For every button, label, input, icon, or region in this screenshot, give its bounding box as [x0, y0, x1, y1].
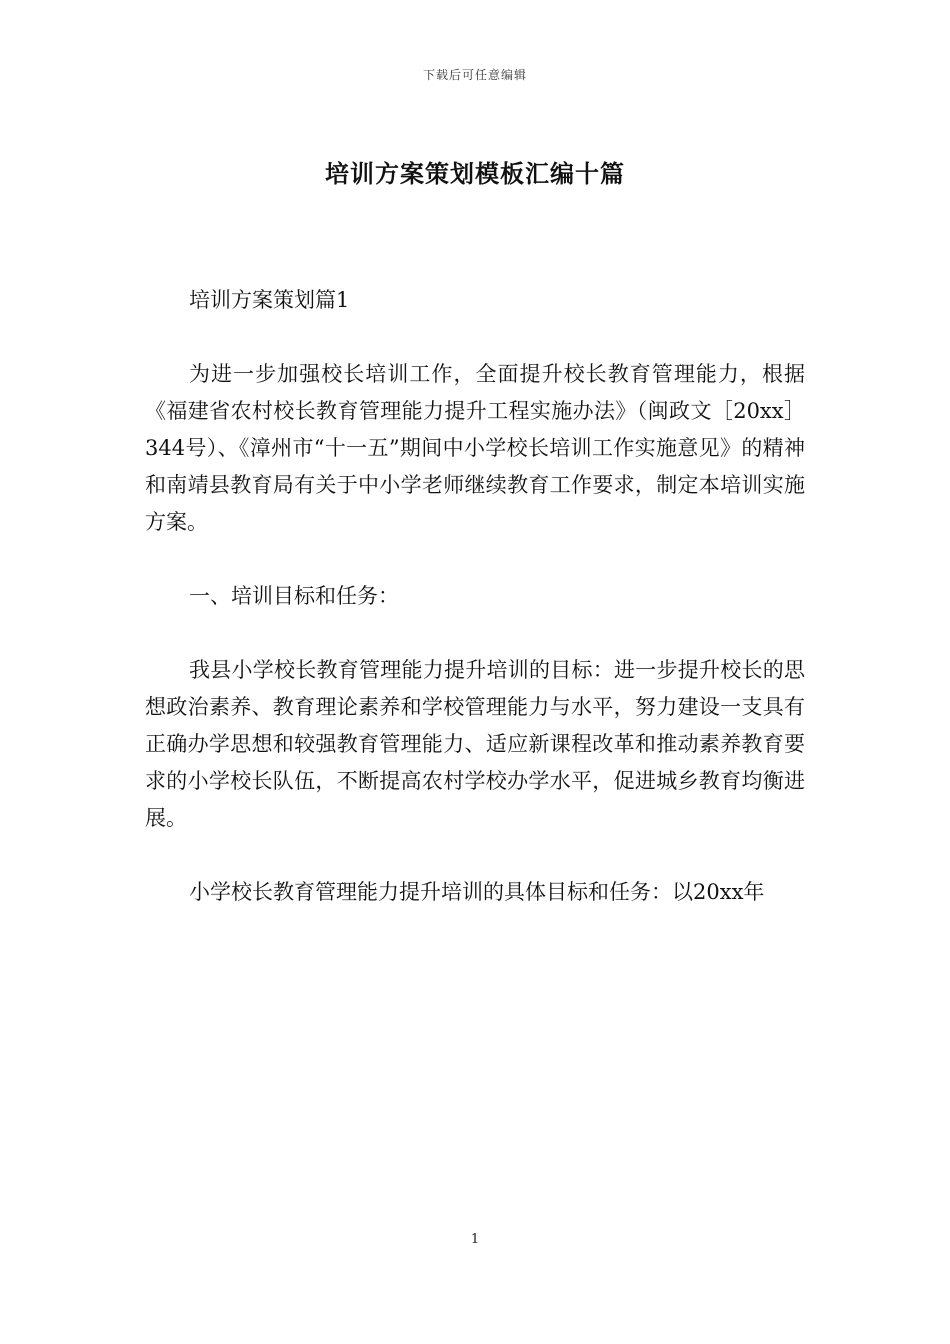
paragraph-goals: 我县小学校长教育管理能力提升培训的目标：进一步提升校长的思想政治素养、教育理论素养和学校管理能力与水平，努力建设一支具有正确办学思想和较强教育管理能力、适应新课程改革和推动素养教育要求的小学校长队伍，不断提高农村学校办学水平，促进城乡教育均衡进展。: [145, 658, 805, 830]
document-body: [145, 282, 805, 948]
paragraph-intro: 为进一步加强校长培训工作，全面提升校长教育管理能力，根据《福建省农村校长教育管理能力提升工程实施办法》（闽政文［20xx］344号）、《漳州市“十一五”期间中小学校长培训工作实施意见》的精神和南靖县教育局有关于中小学老师继续教育工作要求，制定本培训实施方案。: [145, 362, 805, 534]
document-title: 培训方案策划模板汇编十篇: [325, 159, 625, 188]
section-heading-goals: 一、培训目标和任务：: [189, 584, 399, 608]
paragraph-specific-goals: 小学校长教育管理能力提升培训的具体目标和任务：以20xx年: [189, 880, 765, 904]
section-heading-1: 培训方案策划篇1: [189, 288, 350, 312]
header-note: 下载后可任意编辑: [422, 68, 527, 82]
page-number: 1: [470, 1232, 480, 1247]
